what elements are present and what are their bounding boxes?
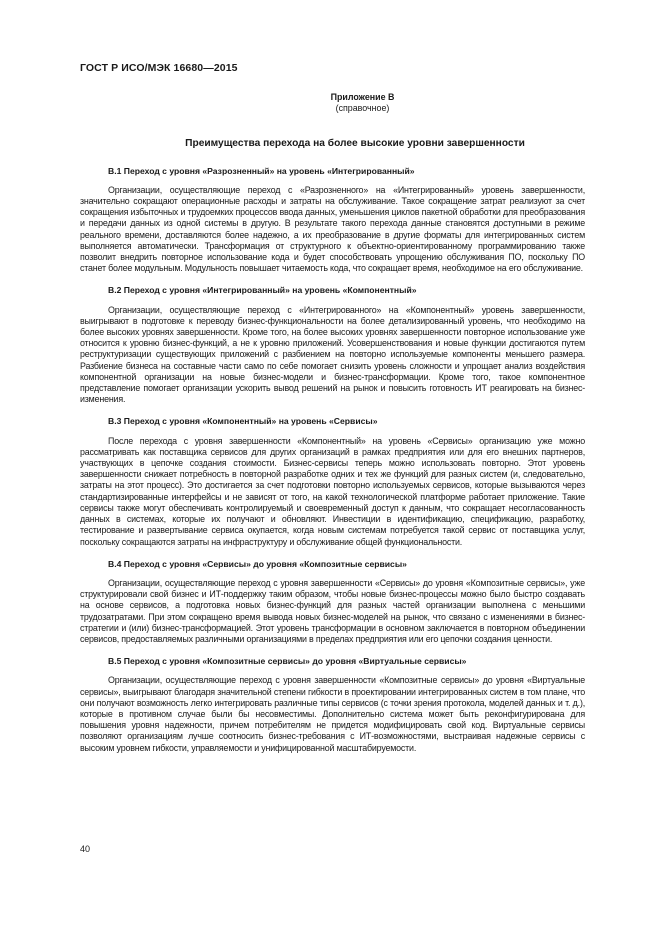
section-title-b2: В.2 Переход с уровня «Интегрированный» на уровень «Компонентный» bbox=[108, 285, 417, 296]
page-number: 40 bbox=[80, 844, 91, 854]
section-title-b5: В.5 Переход с уровня «Композитные сервисы» до уровня «Виртуальные сервисы» bbox=[108, 656, 467, 667]
section-text-b2: Организации, осуществляющие переход с «Интегрированного» на «Компонентный» уровень завершенности, выигрывают в подготовке к переводу бизнес-функциональности на более детализированный уровень, что необходимо на более высоких уровнях завершенности. Кроме того, на более высоких уровнях завершенности повторное использование уже относится к уровню бизнес-функций, а не к уровню приложений. Усовершенствования и новые функции достигаются путем реструктуризации существующих приложений с разбиением на повторно используемые компоненты меньшего размера. Разбиение бизнеса на составные части само по себе помогает снизить уровень сложности и упрощает анализ воздействия компонентной организации на новые бизнес-модели и бизнес-трансформации. Кроме того, такое компонентное представление помогает организации ускорить вывод решений на рынок и повысить готовность ИТ реагировать на бизнес-изменения. bbox=[80, 304, 585, 405]
section-text-b5: Организации, осуществляющие переход с уровня завершенности «Композитные сервисы» до уровня «Виртуальные сервисы», выигрывают благодаря значительной степени гибкости в проектировании интегрированных систем в том плане, что они получают возможность легко интегрировать различные типы сервисов (с точки зрения протокола, моделей данных и т. д.), которые в противном случае были бы несовместимы. Дополнительно система может быть реконфигурирована для повышения уровня надежности, причем потребителям не придется модифицировать свой код. Виртуальные сервисы позволяют организациям лучше соотносить бизнес-требования с ИТ-возможностями, выстраивая надежные сервисы с высоким уровнем гибкости, управляемости и унифицированной масштабируемости. bbox=[80, 675, 585, 753]
section-title-b4: В.4 Переход с уровня «Сервисы» до уровня «Композитные сервисы» bbox=[108, 558, 407, 569]
main-title: Преимущества перехода на более высокие уровни завершенности bbox=[185, 138, 525, 150]
standard-header: ГОСТ Р ИСО/МЭК 16680—2015 bbox=[80, 62, 238, 74]
page-content bbox=[80, 92, 585, 754]
annex-title: Приложение В bbox=[330, 92, 395, 102]
annex-note: (справочное) bbox=[335, 103, 390, 114]
section-text-b3: После перехода с уровня завершенности «Компонентный» на уровень «Сервисы» организацию уже можно рассматривать как поставщика сервисов для других организаций в рамках предприятия или для его внешних партнеров, участвующих в цепочке создания стоимости. Бизнес-сервисы теперь можно использовать повторно. Этот уровень завершенности снижает потребность в повторной разработке одних и тех же функций для разных систем (и, следовательно, затраты на этот процесс). Это достигается за счет подготовки повторно используемых сервисов, которые вызываются через стандартизированные интерфейсы и не зависят от того, на какой технологической платформе работает приложение. Такие сервисы также могут обеспечивать контролируемый и своевременный доступ к данным, что сокращает несогласованность данных в системах, которые их получают и обновляют. Инвестиции в идентификацию, спецификацию, разработку, тестирование и развертывание сервиса окупается, когда новым системам потребуется такой сервис от поставщика услуг, поскольку сокращаются затраты на инфраструктуру и обслуживание общей функциональности. bbox=[80, 435, 585, 547]
section-text-b1: Организации, осуществляющие переход с «Разрозненного» на «Интегрированный» уровень завершенности, значительно сокращают операционные расходы и затраты на обслуживание. Такое сокращение затрат реализуют за счет сокращения избыточных и трудоемких процессов ввода данных, уменьшения циклов пакетной обработки для преобразования и передачи данных из одной системы в другую. В результате такого перехода данные становятся доступными в режиме реального времени, доставляются более надежно, а их преобразование в другие форматы для интегрированных систем выполняется автоматически. Трансформация от структурного к объектно-ориентированному программированию также позволит внедрить повторное использование кода и будет способствовать упрощению обслуживания ПО, поскольку ПО станет более модульным. Модульность повышает читаемость кода, что сокращает время, необходимое на его обслуживание. bbox=[80, 184, 585, 274]
section-title-b3: В.3 Переход с уровня «Компонентный» на уровень «Сервисы» bbox=[108, 416, 378, 427]
section-title-b1: В.1 Переход с уровня «Разрозненный» на уровень «Интегрированный» bbox=[108, 165, 415, 176]
section-text-b4: Организации, осуществляющие переход с уровня завершенности «Сервисы» до уровня «Композитные сервисы», уже структурировали свой бизнес и ИТ-поддержку таким образом, чтобы новые бизнес-процессы можно было быстро создавать на основе сервисов, а подготовка новых бизнес-функций для разных частей организации выполнена с меньшими трудозатратами. При этом сокращено время вывода новых бизнес-моделей на рынок, что связано с изменениями в бизнес-стратегии и (или) бизнес-трансформацией. Этот уровень трансформации в основном заключается в повторном объединении сервисов, предоставляемых различными организациями в пределах предприятия или его цепочки создания ценности. bbox=[80, 577, 585, 644]
